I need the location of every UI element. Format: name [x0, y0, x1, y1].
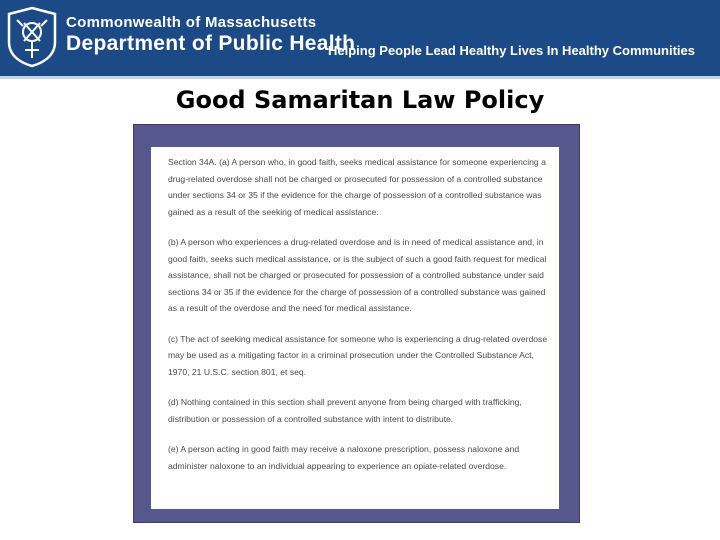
banner-divider	[0, 76, 720, 79]
document-page	[151, 147, 559, 509]
tagline: Helping People Lead Healthy Lives In Healthy Communities	[328, 43, 695, 58]
header-banner	[0, 0, 720, 76]
org-subtitle: Commonwealth of Massachusetts	[66, 14, 317, 31]
org-name: Department of Public Health	[66, 32, 356, 55]
paragraph-c: (c) The act of seeking medical assistance for someone who is experiencing a drug-related overdose may be used as a mitigating factor in a criminal prosecution under the Controlled Substance Act, 1970, 21 U.S.C. section 801, et seq.	[168, 333, 548, 377]
paragraph-e: (e) A person acting in good faith may receive a naloxone prescription, possess naloxone and administer naloxone to an individual appearing to experience an opiate-related overdose.	[168, 444, 520, 471]
paragraph-section-34a-a: Section 34A. (a) A person who, in good faith, seeks medical assistance for someone experiencing a drug-related overdose shall not be charged or prosecuted for possession of a controlled substance under sections 34 or 35 if the evidence for the charge of possession of a controlled substance was gained as a result of the seeking of medical assistance.	[168, 157, 546, 217]
massachusetts-seal-icon	[5, 6, 59, 68]
slide-title: Good Samaritan Law Policy	[175, 86, 545, 114]
document-frame	[133, 124, 580, 523]
paragraph-d: (d) Nothing contained in this section shall prevent anyone from being charged with trafficking, distribution or possession of a controlled substance with intent to distribute.	[168, 397, 522, 424]
paragraph-b: (b) A person who experiences a drug-related overdose and is in need of medical assistance and, in good faith, seeks such medical assistance, or is the subject of such a good faith request for medical assistance, shall not be charged or prosecuted for possession of a controlled substance under said sections 34 or 35 if the evidence for the charge of possession of a controlled substance was gained as a result of the overdose and the need for medical assistance.	[168, 237, 547, 313]
